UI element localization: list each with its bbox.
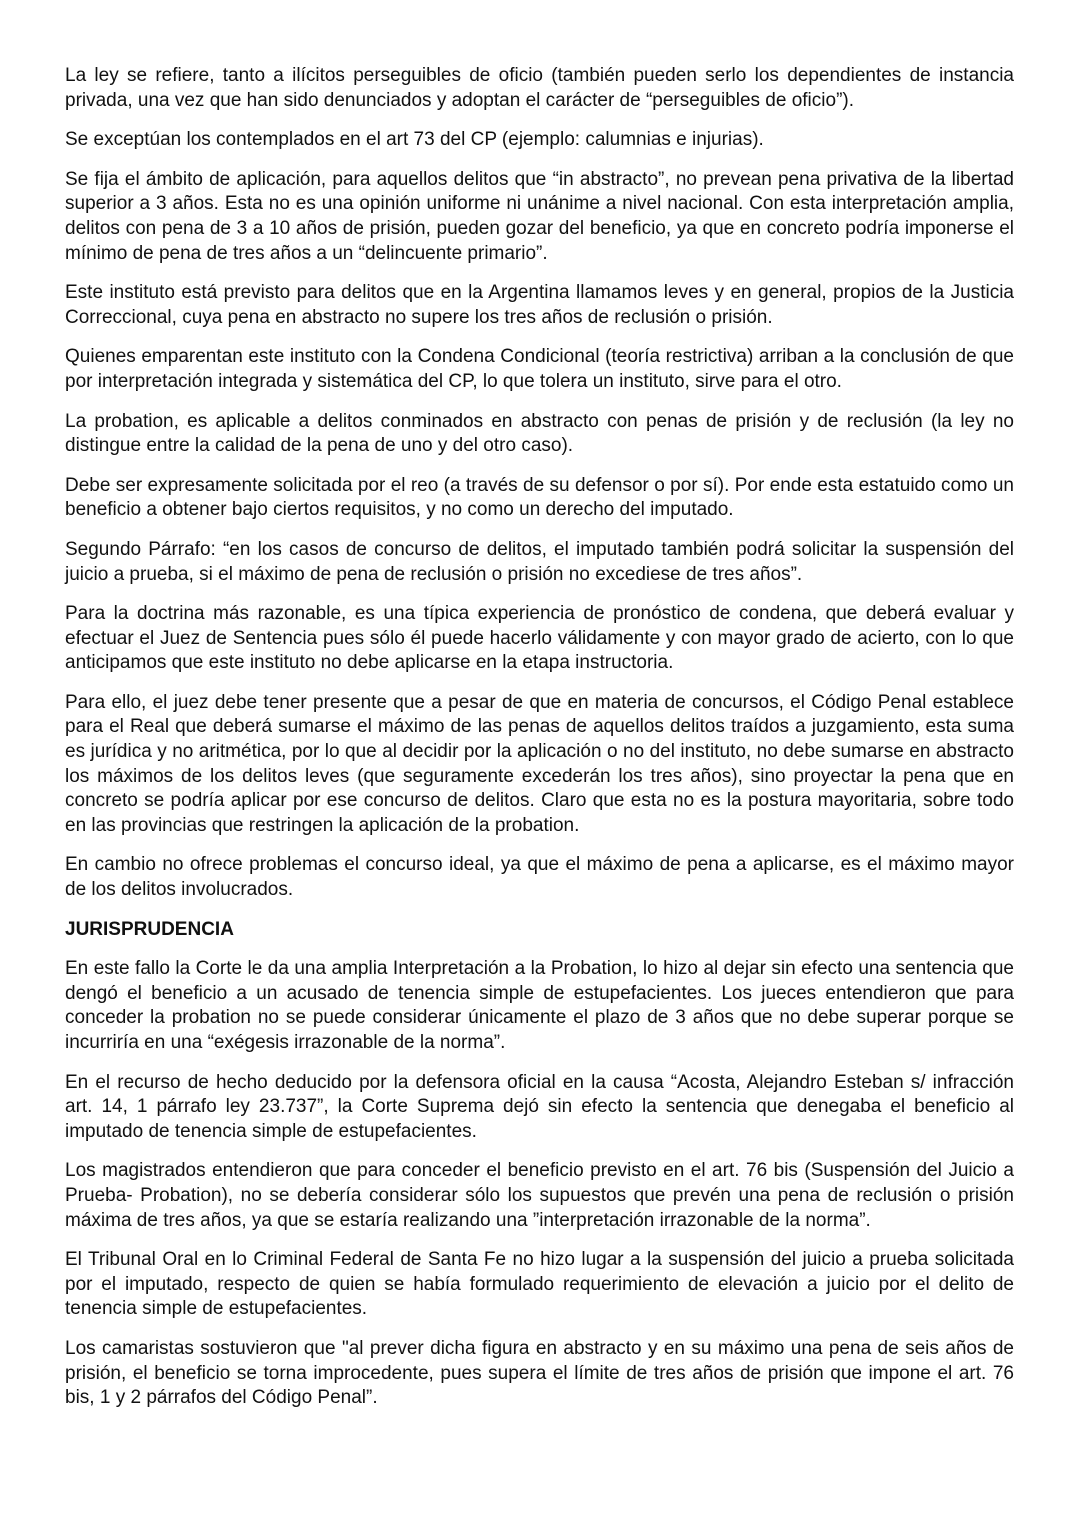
paragraph: El Tribunal Oral en lo Criminal Federal de Santa Fe no hizo lugar a la suspensión del juicio a prueba solicitada por el imputado, respecto de quien se había formulado requerimiento de elevación a juicio por el delito de tenencia simple de estupefacientes. <box>65 1249 1014 1320</box>
paragraph: En este fallo la Corte le da una amplia Interpretación a la Probation, lo hizo al dejar sin efecto una sentencia que dengó el beneficio a un acusado de tenencia simple de estupefacientes. Los jueces entendieron que para conceder la probation no se puede considerar únicamente el plazo de 3 años que no debe superar porque se incurriría en una “exégesis irrazonable de la norma”. <box>65 958 1014 1053</box>
paragraph: Los camaristas sostuvieron que "al prever dicha figura en abstracto y en su máximo una pena de seis años de prisión, el beneficio se torna improcedente, pues supera el límite de tres años de prisión que impone el art. 76 bis, 1 y 2 párrafos del Código Penal”. <box>65 1337 1014 1409</box>
paragraph: En cambio no ofrece problemas el concurso ideal, ya que el máximo de pena a aplicarse, es el máximo mayor de los delitos involucrados. <box>65 854 1014 901</box>
paragraph: Segundo Párrafo: “en los casos de concurso de delitos, el imputado también podrá solicitar la suspensión del juicio a prueba, si el máximo de pena de reclusión o prisión no excediese de tres años”. <box>65 538 1014 585</box>
paragraph: Los magistrados entendieron que para conceder el beneficio previsto en el art. 76 bis (Suspensión del Juicio a Prueba- Probation), no se debería considerar sólo los supuestos que prevén una pena de reclusión o prisión máxima de tres años, ya que se estaría realizando una ”interpretación irrazonable de la norma”. <box>65 1160 1014 1231</box>
paragraph: La probation, es aplicable a delitos conminados en abstracto con penas de prisión y de reclusión (la ley no distingue entre la calidad de la pena de uno y del otro caso). <box>65 410 1014 457</box>
document-page <box>65 64 1014 1426</box>
paragraph: Para la doctrina más razonable, es una típica experiencia de pronóstico de condena, que deberá evaluar y efectuar el Juez de Sentencia pues sólo él puede hacerlo válidamente y con mayor grado de acierto, con lo que anticipamos que este instituto no debe aplicarse en la etapa instructoria. <box>65 603 1014 674</box>
paragraph: Se fija el ámbito de aplicación, para aquellos delitos que “in abstracto”, no prevean pena privativa de la libertad superior a 3 años. Esta no es una opinión uniforme ni unánime a nivel nacional. Con esta interpretación amplia, delitos con pena de 3 a 10 años de prisión, pueden gozar del beneficio, ya que en concreto podría imponerse el mínimo de pena de tres años a un “delincuente primario”. <box>65 168 1014 264</box>
paragraph: En el recurso de hecho deducido por la defensora oficial en la causa “Acosta, Alejandro Esteban s/ infracción art. 14, 1 párrafo ley 23.737”, la Corte Suprema dejó sin efecto la sentencia que denegaba el beneficio al imputado de tenencia simple de estupefacientes. <box>65 1071 1014 1142</box>
paragraph: Quienes emparentan este instituto con la Condena Condicional (teoría restrictiva) arriban a la conclusión de que por interpretación integrada y sistemática del CP, lo que tolera un instituto, sirve para el otro. <box>65 346 1014 392</box>
paragraph: La ley se refiere, tanto a ilícitos perseguibles de oficio (también pueden serlo los dependientes de instancia privada, una vez que han sido denunciados y adoptan el carácter de “perseguibles de oficio”). <box>65 65 1014 111</box>
paragraph: Debe ser expresamente solicitada por el reo (a través de su defensor o por sí). Por ende esta estatuido como un beneficio a obtener bajo ciertos requisitos, y no como un derecho del imputado. <box>65 474 1014 521</box>
paragraph: Este instituto está previsto para delitos que en la Argentina llamamos leves y en general, propios de la Justicia Correccional, cuya pena en abstracto no supere los tres años de reclusión o prisión. <box>65 282 1014 328</box>
section-heading: JURISPRUDENCIA <box>65 918 234 940</box>
paragraph: Se exceptúan los contemplados en el art 73 del CP (ejemplo: calumnias e injurias). <box>65 129 764 151</box>
paragraph: Para ello, el juez debe tener presente que a pesar de que en materia de concursos, el Código Penal establece para el Real que deberá sumarse el máximo de las penas de aquellos delitos traídos a juzgamiento, esta suma es jurídica y no aritmética, por lo que al decidir por la aplicación o no del instituto, no debe sumarse en abstracto los máximos de los delitos leves (que seguramente excederán los tres años), sino proyectar la pena que en concreto se podría aplicar por ese concurso de delitos. Claro que esta no es la postura mayoritaria, sobre todo en las provincias que restringen la aplicación de la probation. <box>65 691 1014 836</box>
